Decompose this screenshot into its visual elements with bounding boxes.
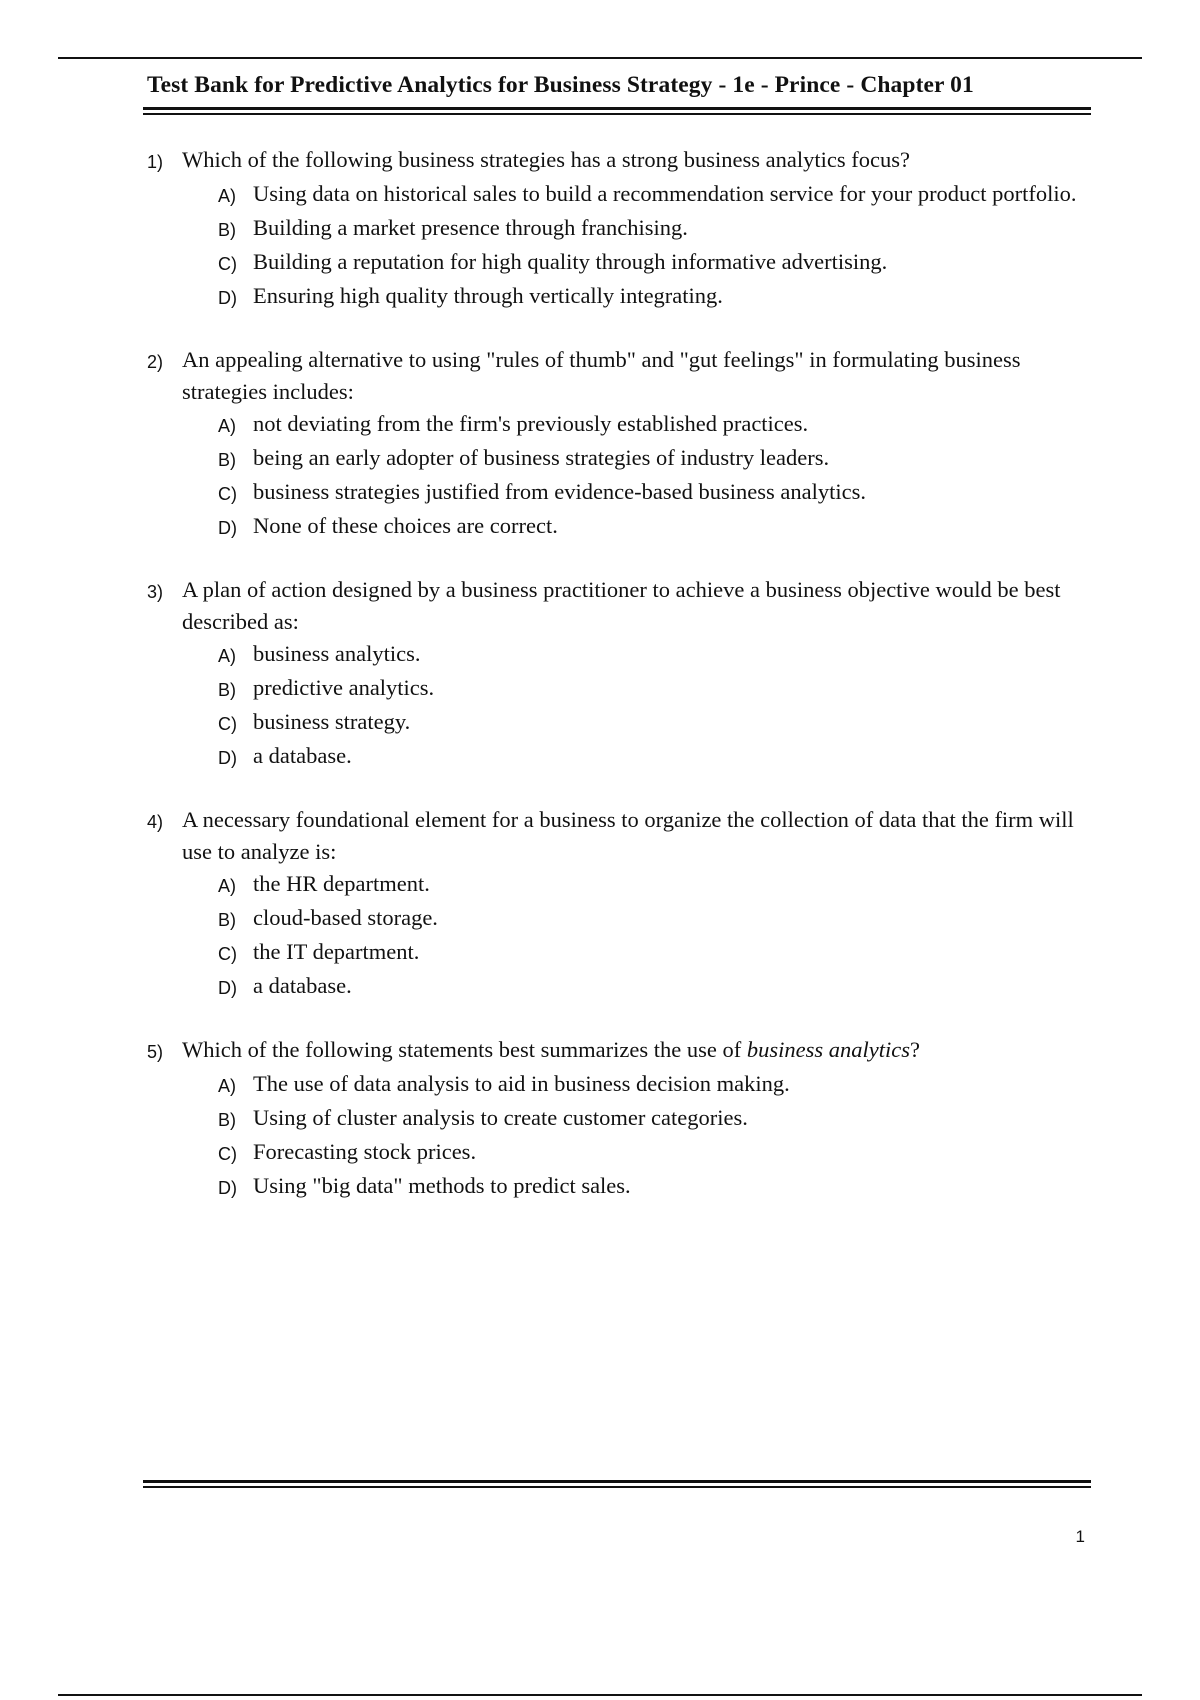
option-letter: C) <box>218 254 237 274</box>
option-a <box>218 638 1097 672</box>
option-b <box>218 1102 1097 1136</box>
answer-options <box>218 638 1097 774</box>
option-letter: D) <box>218 518 237 538</box>
option-text: a database. <box>253 973 352 998</box>
answer-options <box>218 178 1097 314</box>
question-number: 5) <box>147 1042 164 1062</box>
option-text: business strategy. <box>253 709 411 734</box>
header-double-rule <box>143 107 1091 115</box>
option-text: predictive analytics. <box>253 675 435 700</box>
footer-double-rule <box>143 1480 1091 1488</box>
option-letter: C) <box>218 1144 237 1164</box>
option-letter: D) <box>218 288 237 308</box>
option-letter: A) <box>218 186 236 206</box>
option-letter: A) <box>218 876 236 896</box>
option-a <box>218 408 1097 442</box>
option-d <box>218 970 1097 1004</box>
option-text: a database. <box>253 743 352 768</box>
bottom-border-line <box>58 1694 1142 1696</box>
option-text: business strategies justified from evidence-based business analytics. <box>253 479 866 504</box>
option-b <box>218 212 1097 246</box>
question-2 <box>147 344 1097 544</box>
option-b <box>218 672 1097 706</box>
question-5 <box>147 1034 1097 1204</box>
question-text-before: Which of the following statements best summarizes the use of <box>182 1037 747 1062</box>
page-title: Test Bank for Predictive Analytics for Business Strategy - 1e - Prince - Chapter 01 <box>147 72 974 98</box>
option-text: business analytics. <box>253 641 421 666</box>
option-letter: B) <box>218 680 236 700</box>
answer-options <box>218 868 1097 1004</box>
question-text-after: ? <box>910 1037 920 1062</box>
option-letter: A) <box>218 1076 236 1096</box>
answer-options <box>218 1068 1097 1204</box>
option-d <box>218 740 1097 774</box>
question-number: 2) <box>147 352 164 372</box>
question-number: 3) <box>147 582 164 602</box>
option-letter: A) <box>218 416 236 436</box>
option-letter: B) <box>218 220 236 240</box>
option-c <box>218 936 1097 970</box>
option-text: Using "big data" methods to predict sales. <box>253 1173 631 1198</box>
option-text: Building a market presence through franchising. <box>253 215 688 240</box>
question-4 <box>147 804 1097 1004</box>
option-d <box>218 510 1097 544</box>
option-c <box>218 476 1097 510</box>
option-a <box>218 868 1097 902</box>
question-3 <box>147 574 1097 774</box>
question-text-italic: business analytics <box>746 1037 910 1062</box>
question-text <box>182 1034 1097 1068</box>
top-border-line <box>58 57 1142 59</box>
option-text: Building a reputation for high quality through informative advertising. <box>253 249 888 274</box>
option-text: cloud-based storage. <box>253 905 438 930</box>
option-c <box>218 706 1097 740</box>
option-letter: D) <box>218 748 237 768</box>
option-text: the IT department. <box>253 939 420 964</box>
option-text: None of these choices are correct. <box>253 513 558 538</box>
option-letter: A) <box>218 646 236 666</box>
option-text: the HR department. <box>253 871 430 896</box>
question-number: 1) <box>147 152 164 172</box>
option-c <box>218 1136 1097 1170</box>
option-a <box>218 178 1097 212</box>
question-text: A necessary foundational element for a business to organize the collection of data that the firm will use to analyze is: <box>182 807 1074 864</box>
option-letter: B) <box>218 1110 236 1130</box>
option-text: Forecasting stock prices. <box>253 1139 477 1164</box>
option-c <box>218 246 1097 280</box>
question-text: Which of the following business strategies has a strong business analytics focus? <box>182 147 910 172</box>
question-text: An appealing alternative to using "rules of thumb" and "gut feelings" in formulating business strategies includes: <box>182 347 1021 404</box>
option-a <box>218 1068 1097 1102</box>
option-d <box>218 280 1097 314</box>
question-1 <box>147 144 1097 314</box>
option-letter: C) <box>218 944 237 964</box>
option-b <box>218 442 1097 476</box>
answer-options <box>218 408 1097 544</box>
option-d <box>218 1170 1097 1204</box>
question-list <box>147 144 1097 1234</box>
question-number: 4) <box>147 812 164 832</box>
option-text: being an early adopter of business strategies of industry leaders. <box>253 445 830 470</box>
question-text: A plan of action designed by a business practitioner to achieve a business objective would be best described as: <box>182 577 1061 634</box>
option-text: Ensuring high quality through vertically integrating. <box>253 283 723 308</box>
option-letter: B) <box>218 910 236 930</box>
option-text: not deviating from the firm's previously established practices. <box>253 411 809 436</box>
option-text: The use of data analysis to aid in business decision making. <box>253 1071 790 1096</box>
page-number: 1 <box>1075 1527 1085 1546</box>
option-letter: D) <box>218 1178 237 1198</box>
option-text: Using data on historical sales to build a recommendation service for your product portfolio. <box>253 181 1077 206</box>
option-letter: D) <box>218 978 237 998</box>
option-letter: C) <box>218 714 237 734</box>
option-b <box>218 902 1097 936</box>
option-letter: B) <box>218 450 236 470</box>
option-text: Using of cluster analysis to create customer categories. <box>253 1105 748 1130</box>
option-letter: C) <box>218 484 237 504</box>
